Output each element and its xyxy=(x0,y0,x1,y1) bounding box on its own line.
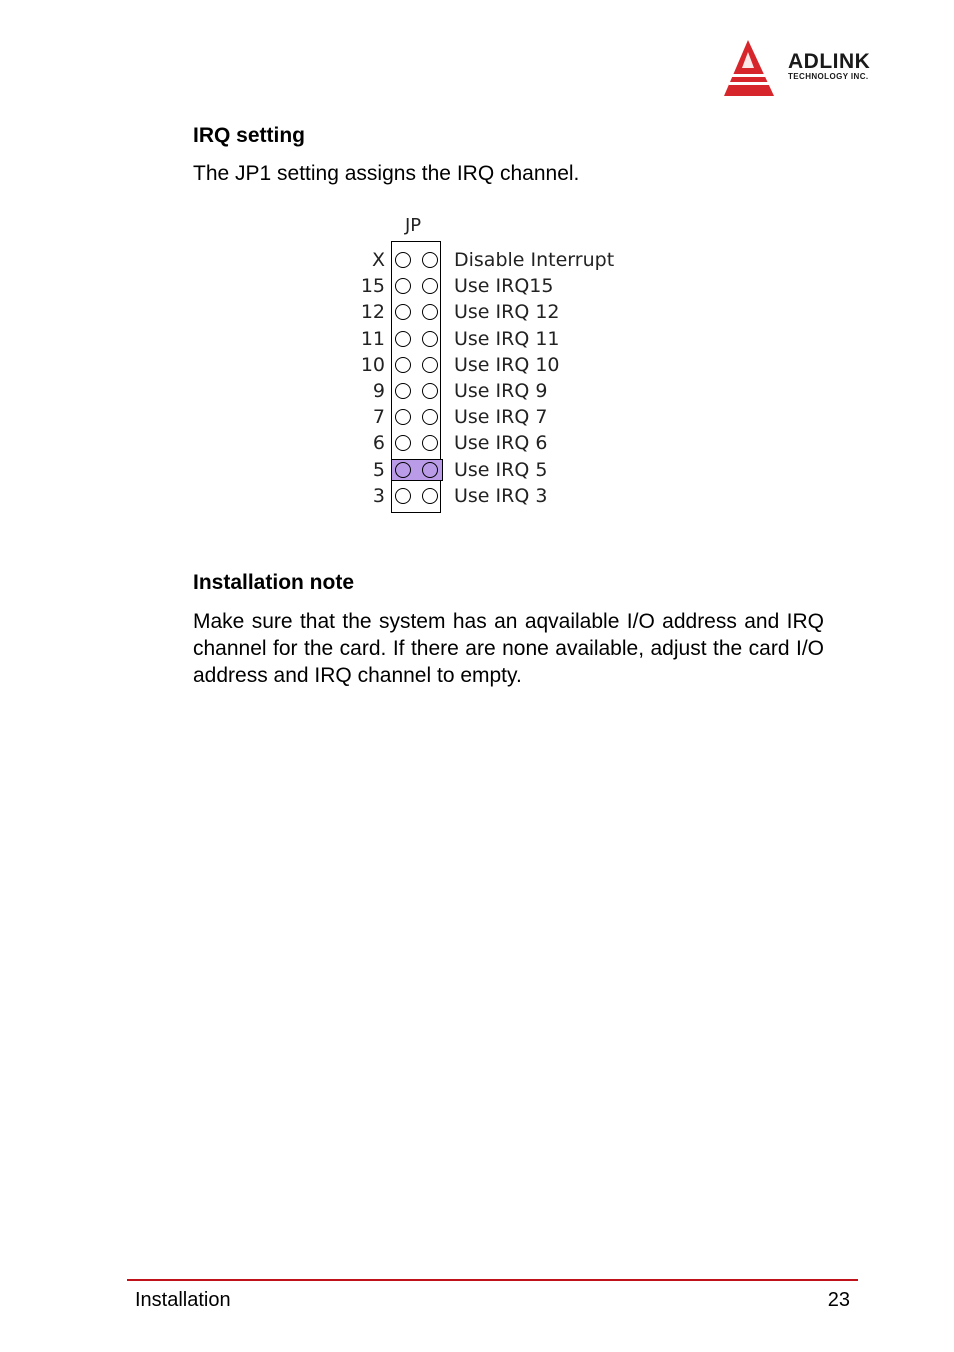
jumper-pin-icon xyxy=(395,488,411,504)
jumper-pin-icon xyxy=(395,383,411,399)
pin-setting-label: Use IRQ 9 xyxy=(454,380,548,402)
irq-setting-text: The JP1 setting assigns the IRQ channel. xyxy=(193,162,580,185)
jumper-pin-icon xyxy=(395,331,411,347)
pin-setting-label: Use IRQ 5 xyxy=(454,458,548,481)
jumper-pin-icon xyxy=(422,304,438,320)
footer-section-name: Installation xyxy=(135,1289,231,1311)
installation-note-heading: Installation note xyxy=(193,571,355,594)
jumper-pin-icon xyxy=(395,252,411,268)
jumper-pin-icon xyxy=(422,252,438,268)
pin-number: 7 xyxy=(372,406,385,429)
irq-setting-heading: IRQ setting xyxy=(193,124,306,147)
pin-setting-label: Use IRQ15 xyxy=(454,275,554,298)
pin-number: 12 xyxy=(360,301,385,324)
jumper-pin-icon xyxy=(422,357,438,373)
pin-setting-label: Use IRQ 12 xyxy=(454,301,560,324)
installation-note-text: Make sure that the system has an aqvailable I/O address and IRQ channel for the card. If there are none available, adjust the card I/O address and IRQ channel to empty. xyxy=(193,610,824,687)
pin-number: 10 xyxy=(360,353,385,376)
pin-setting-label: Disable Interrupt xyxy=(454,249,615,271)
jumper-row xyxy=(355,404,635,430)
pin-number: 11 xyxy=(360,327,385,350)
pin-setting-label: Use IRQ 7 xyxy=(454,406,548,429)
jumper-row xyxy=(355,457,635,483)
pin-setting-label: Use IRQ 3 xyxy=(454,484,548,507)
jumper-pin-icon xyxy=(395,435,411,451)
jumper-pin-icon xyxy=(395,278,411,294)
adlink-triangle-icon xyxy=(720,38,782,100)
jumper-row xyxy=(355,273,635,299)
jumper-pin-icon xyxy=(422,435,438,451)
jumper-diagram xyxy=(355,213,635,523)
jumper-pin-icon xyxy=(395,409,411,425)
jumper-pin-icon xyxy=(395,304,411,320)
jumper-row xyxy=(355,247,635,273)
pin-number: 5 xyxy=(372,458,385,481)
pin-number: 3 xyxy=(372,484,385,507)
logo-wordmark: ADLINK xyxy=(788,50,871,73)
jumper-pin-icon xyxy=(422,488,438,504)
pin-setting-label: Use IRQ 11 xyxy=(454,327,560,350)
jumper-pin-icon xyxy=(395,462,411,478)
jumper-pin-icon xyxy=(422,383,438,399)
jumper-pin-icon xyxy=(422,462,438,478)
pin-number: 6 xyxy=(372,432,385,455)
jumper-row xyxy=(355,483,635,509)
jumper-pin-icon xyxy=(422,331,438,347)
footer-rule xyxy=(127,1279,858,1281)
jumper-row xyxy=(355,299,635,325)
jumper-row xyxy=(355,378,635,404)
pin-setting-label: Use IRQ 6 xyxy=(454,432,548,455)
pin-number: 9 xyxy=(372,380,385,402)
logo-subtitle: TECHNOLOGY INC. xyxy=(788,72,869,81)
jumper-pin-icon xyxy=(395,357,411,373)
jumper-label: JP xyxy=(405,215,422,236)
pin-setting-label: Use IRQ 10 xyxy=(454,353,560,376)
jumper-pin-icon xyxy=(422,278,438,294)
jumper-row xyxy=(355,430,635,456)
pin-number: 15 xyxy=(360,275,385,298)
pin-number: X xyxy=(371,249,385,271)
page-number: 23 xyxy=(827,1289,850,1311)
jumper-row xyxy=(355,352,635,378)
jumper-pin-icon xyxy=(422,409,438,425)
jumper-row xyxy=(355,326,635,352)
company-logo xyxy=(720,38,920,100)
